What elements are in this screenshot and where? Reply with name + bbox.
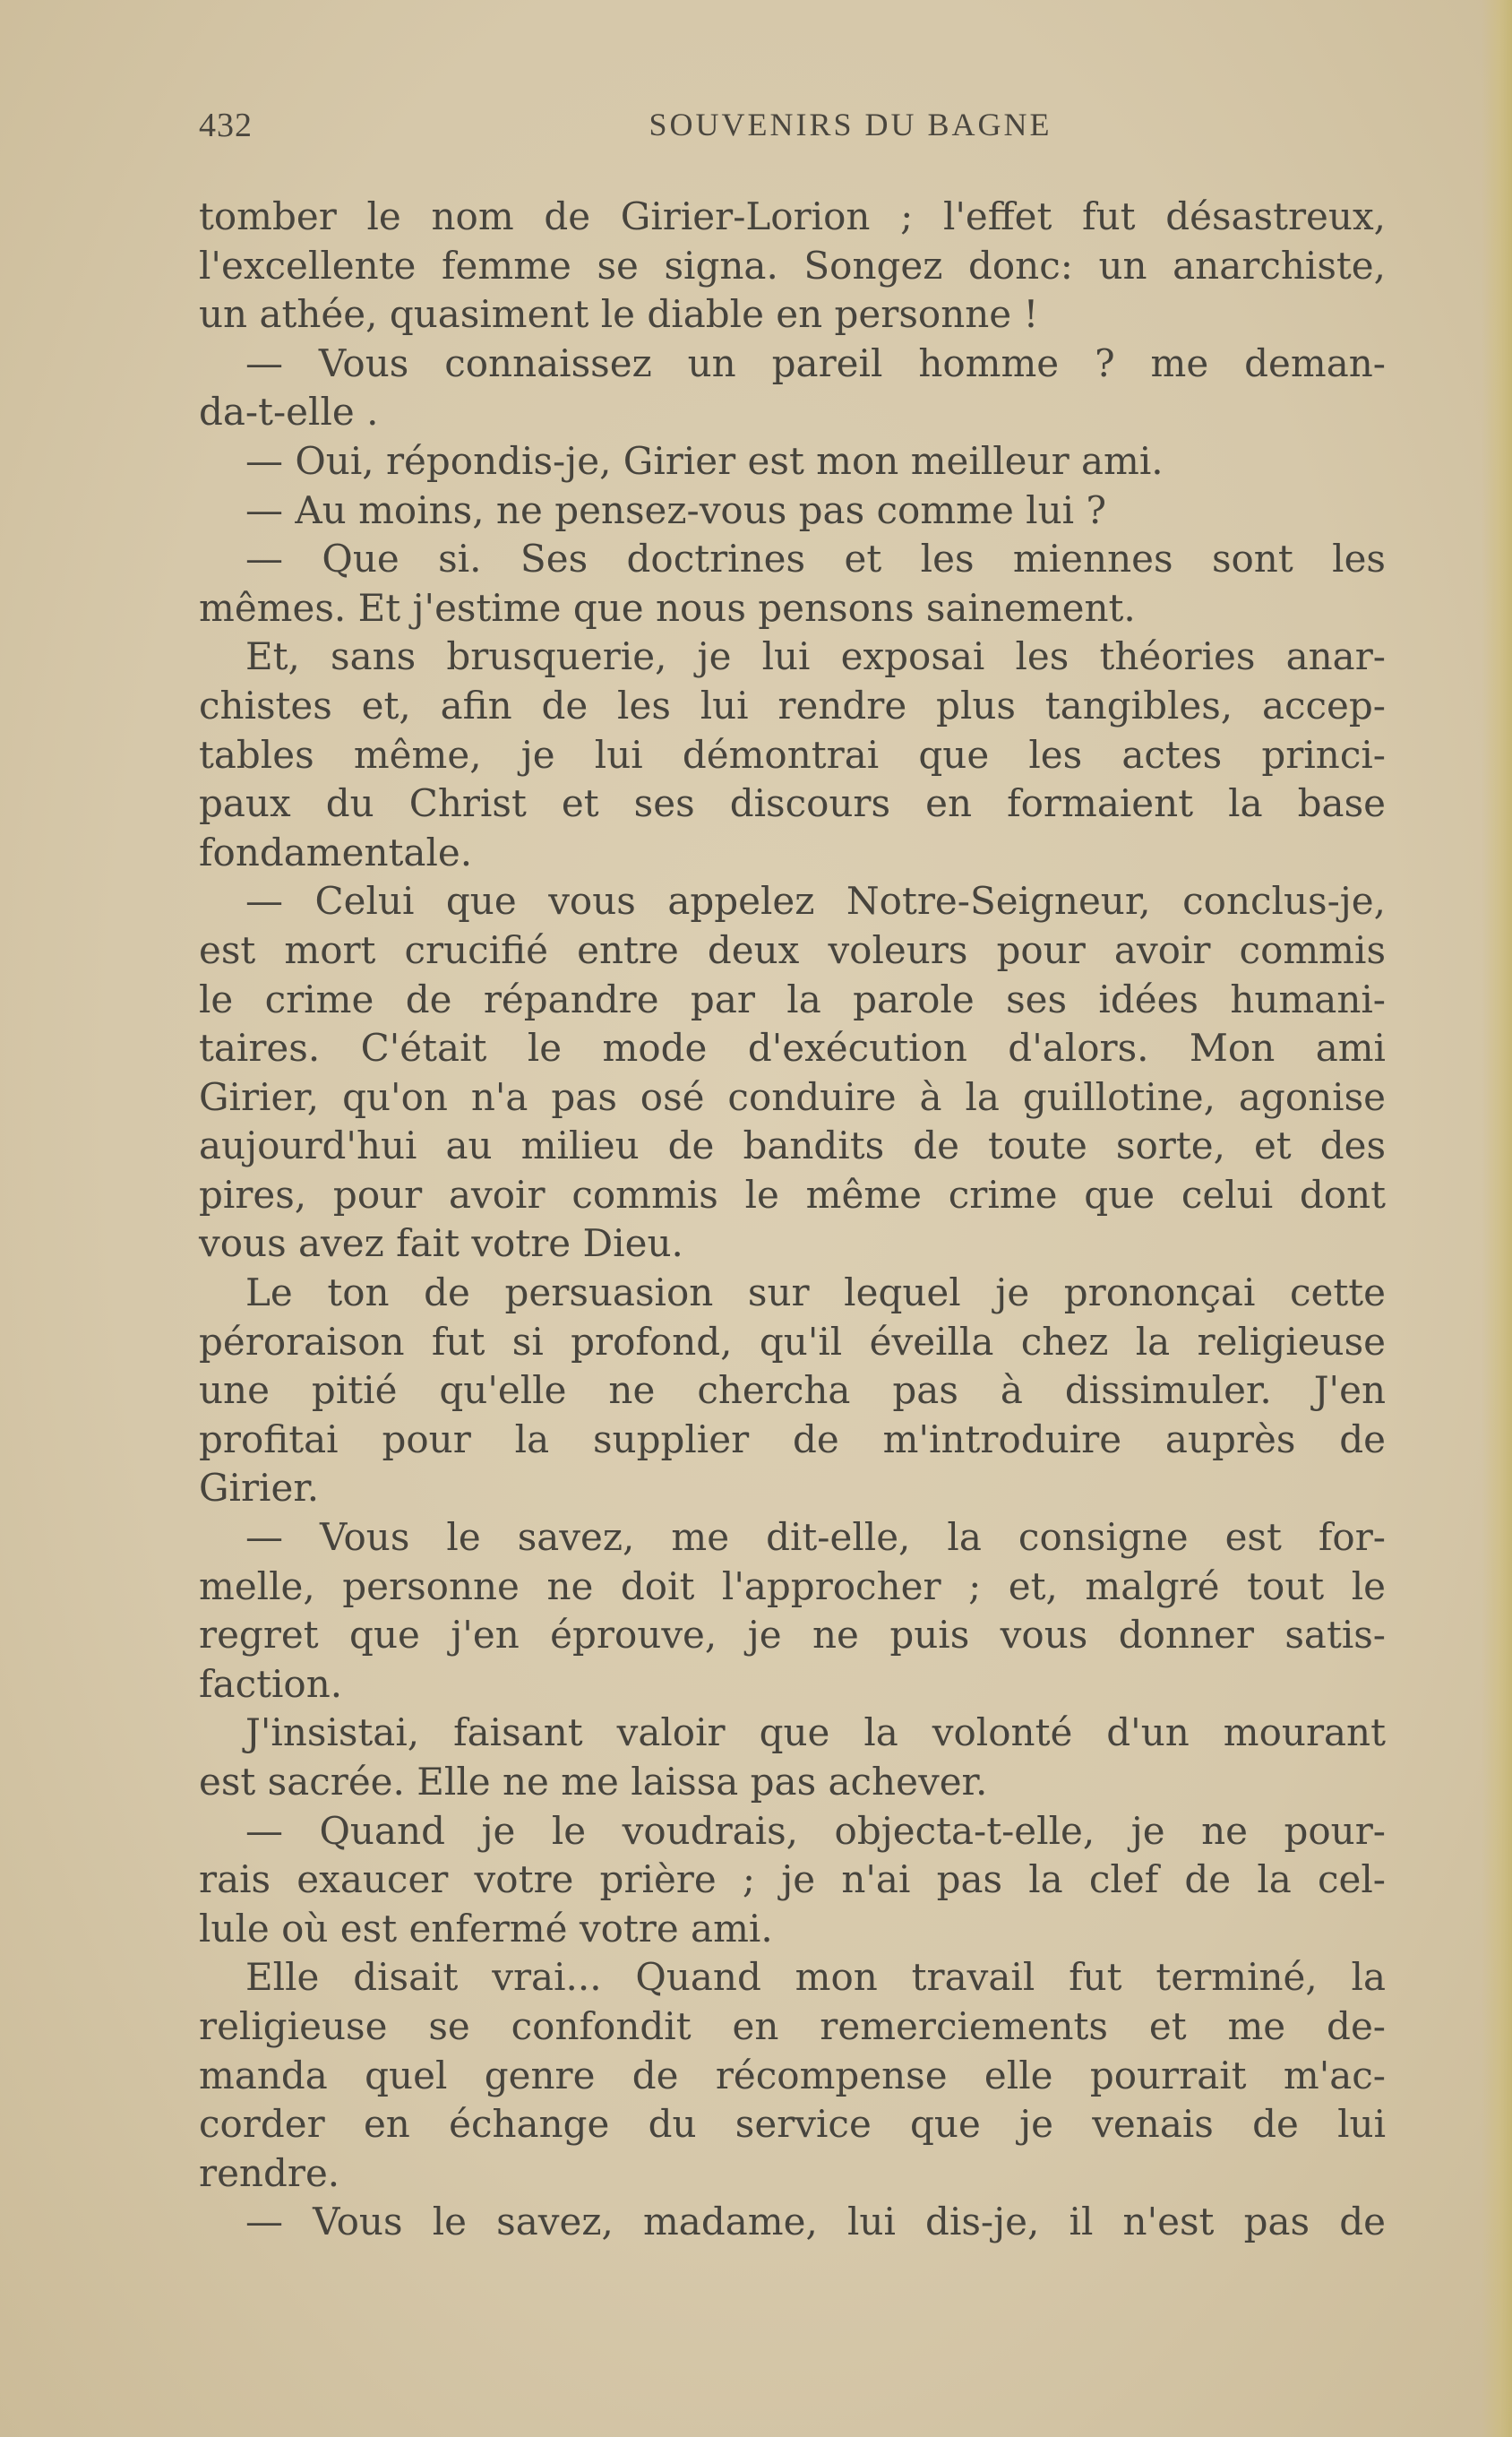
text-line: — Vous connaissez un pareil homme ? me deman- (245, 340, 1386, 385)
running-title: SOUVENIRS DU BAGNE (649, 107, 1052, 142)
text-line: tables même, je lui démontrai que les actes princi- (199, 732, 1386, 777)
text-line: Et, sans brusquerie, je lui exposai les théories anar- (245, 634, 1386, 679)
text-line: rendre. (199, 2150, 340, 2195)
text-line: lule où est enfermé votre ami. (199, 1906, 773, 1950)
text-line: regret que j'en éprouve, je ne puis vous donner satis- (199, 1613, 1386, 1658)
text-line: péroraison fut si profond, qu'il éveilla chez la religieuse (199, 1319, 1386, 1364)
text-line: fondamentale. (199, 830, 473, 874)
text-line: pires, pour avoir commis le même crime que celui dont (199, 1172, 1386, 1217)
page-header (199, 106, 1386, 151)
text-line: Girier, qu'on n'a pas osé conduire à la guillotine, agonise (199, 1074, 1386, 1119)
text-line: Elle disait vrai... Quand mon travail fut terminé, la (245, 1955, 1386, 2000)
text-line: faction. (199, 1661, 343, 1706)
text-line: melle, personne ne doit l'approcher ; et, malgré tout le (199, 1563, 1386, 1608)
text-line: paux du Christ et ses discours en formaient la base (199, 781, 1386, 826)
text-line: vous avez fait votre Dieu. (199, 1221, 683, 1266)
text-line: profitai pour la supplier de m'introduire auprès de (199, 1417, 1386, 1461)
text-line: une pitié qu'elle ne chercha pas à dissimuler. J'en (199, 1368, 1386, 1413)
text-line: — Que si. Ses doctrines et les miennes sont les (245, 537, 1386, 581)
text-line: rais exaucer votre prière ; je n'ai pas la clef de la cel- (199, 1857, 1386, 1902)
text-line: aujourd'hui au milieu de bandits de toute sorte, et des (199, 1124, 1386, 1168)
body-text (199, 193, 1386, 2247)
text-line: corder en échange du service que je venais de lui (199, 2102, 1386, 2147)
page-number: 432 (199, 107, 253, 144)
text-line: mêmes. Et j'estime que nous pensons sainement. (199, 585, 1136, 630)
text-line: chistes et, afin de les lui rendre plus tangibles, accep- (199, 683, 1386, 728)
text-line: — Vous le savez, me dit-elle, la consigne est for- (245, 1515, 1386, 1560)
page-edge-shadow (1482, 0, 1512, 2437)
text-line: manda quel genre de récompense elle pourrait m'ac- (199, 2053, 1386, 2097)
text-line: est mort crucifié entre deux voleurs pour avoir commis (199, 927, 1386, 972)
text-line: un athée, quasiment le diable en personne ! (199, 292, 1039, 337)
text-line: taires. C'était le mode d'exécution d'alors. Mon ami (199, 1026, 1386, 1071)
text-line: est sacrée. Elle ne me laissa pas achever. (199, 1760, 988, 1804)
text-line: le crime de répandre par la parole ses idées humani- (199, 977, 1386, 1021)
text-line: — Quand je le voudrais, objecta-t-elle, je ne pour- (245, 1808, 1386, 1853)
text-line: Girier. (199, 1466, 320, 1511)
text-line: l'excellente femme se signa. Songez donc: un anarchiste, (199, 243, 1386, 288)
text-line: — Celui que vous appelez Notre-Seigneur, conclus-je, (245, 879, 1386, 924)
text-line: — Oui, répondis-je, Girier est mon meilleur ami. (245, 438, 1164, 483)
text-line: — Vous le savez, madame, lui dis-je, il n'est pas de (245, 2200, 1386, 2244)
text-line: tomber le nom de Girier-Lorion ; l'effet fut désastreux, (199, 194, 1386, 238)
text-line: J'insistai, faisant valoir que la volonté d'un mourant (245, 1710, 1386, 1755)
text-line: da-t-elle . (199, 390, 379, 435)
text-line: Le ton de persuasion sur lequel je prononçai cette (245, 1270, 1386, 1315)
text-line: religieuse se confondit en remerciements et me de- (199, 2003, 1386, 2048)
text-line: — Au moins, ne pensez-vous pas comme lui ? (245, 487, 1106, 532)
